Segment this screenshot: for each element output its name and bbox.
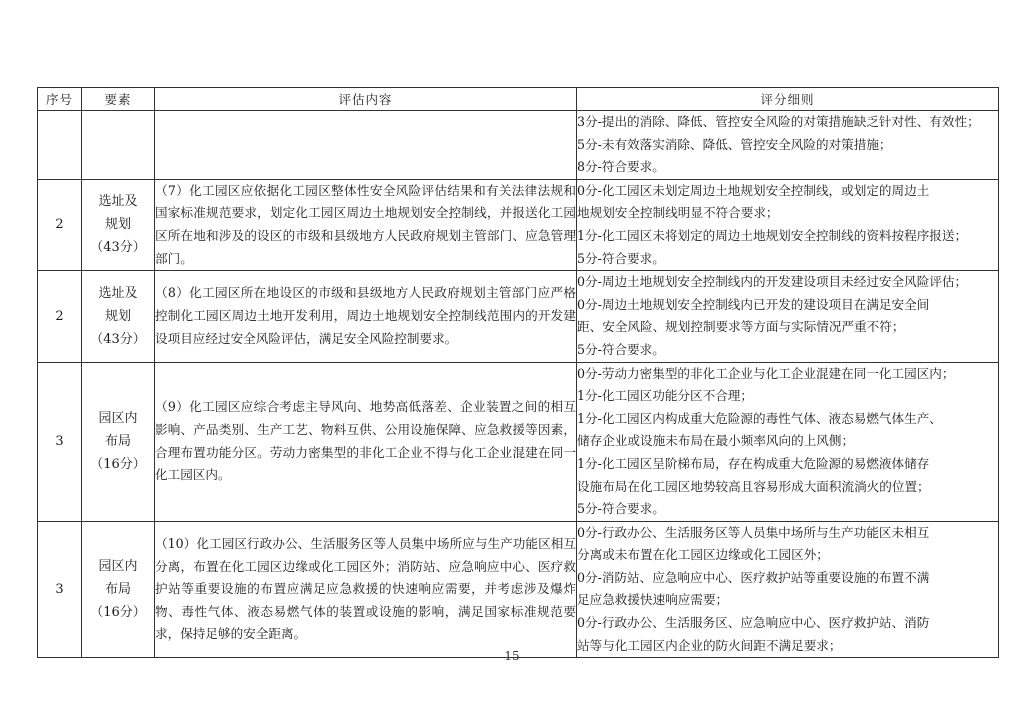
row-number: 3 <box>38 362 82 521</box>
rule-line: 足应急救援快速响应需要； <box>577 592 729 608</box>
rule-line: 5分-符合要求。 <box>577 250 665 266</box>
row-content: （7）化工园区应依据化工园区整体性安全风险评估结果和有关法律法规和国家标准规范要求，划定化工园区周边土地规划安全控制线，并报送化工园区所在地和涉及的设区的市级和县级地方人民政府规划主管部门、应急管理部门。 <box>155 179 577 270</box>
row-content: （10）化工园区行政办公、生活服务区等人员集中场所应与生产功能区相互分离，布置在化工园区边缘或化工园区外；消防站、应急响应中心、医疗救护站等重要设施的布置应满足应急救援的快速响应需要，并考虑涉及爆炸物、毒性气体、液态易燃气体的装置或设施的影响，满足国家标准规范要求，保持足够的安全距离。 <box>155 521 577 658</box>
rule-line: 站等与化工园区内企业的防火间距不满足要求； <box>577 637 842 653</box>
row-element <box>82 271 155 362</box>
element-name-line: 规划 <box>104 308 131 324</box>
row-rules <box>577 179 999 270</box>
row-element <box>82 362 155 521</box>
rule-line: 8分-符合要求。 <box>577 159 665 175</box>
rule-line: 5分-未有效落实消除、降低、管控安全风险的对策措施； <box>577 136 892 152</box>
evaluation-table <box>37 87 999 658</box>
element-name-line: 园区内 <box>98 558 138 574</box>
page-number: 15 <box>504 649 520 663</box>
table-row <box>38 111 999 180</box>
rule-line: 0分-劳动力密集型的非化工企业与化工企业混建在同一化工园区内； <box>577 365 955 381</box>
header-rules: 评分细则 <box>577 88 999 111</box>
row-content <box>155 111 577 180</box>
row-number <box>38 111 82 180</box>
rule-line: 0分-行政办公、生活服务区、应急响应中心、医疗救护站、消防 <box>577 615 930 631</box>
row-number: 3 <box>38 521 82 658</box>
element-name-line: 规划 <box>104 217 131 233</box>
element-name-line: 布局 <box>104 581 131 597</box>
rule-line: 1分-化工园区功能分区不合理； <box>577 388 753 404</box>
row-rules <box>577 271 999 362</box>
element-name-line: 选址及 <box>98 194 138 210</box>
element-score: （16分） <box>90 604 146 620</box>
rule-line: 设施布局在化工园区地势较高且容易形成大面积流淌火的位置； <box>577 478 930 494</box>
rule-line: 分离或未布置在化工园区边缘或化工园区外； <box>577 547 829 563</box>
rule-line: 地规划安全控制线明显不符合要求； <box>577 205 779 221</box>
table-row <box>38 362 999 521</box>
table-row <box>38 521 999 658</box>
row-number: 2 <box>38 179 82 270</box>
row-rules <box>577 111 999 180</box>
rule-line: 5分-符合要求。 <box>577 341 665 357</box>
header-no: 序号 <box>38 88 82 111</box>
header-content: 评估内容 <box>155 88 577 111</box>
rule-line: 1分-化工园区呈阶梯布局，存在构成重大危险源的易燃液体储存 <box>577 455 930 471</box>
rule-line: 储存企业或设施未布局在最小频率风向的上风侧； <box>577 433 855 449</box>
rule-line: 1分-化工园区未将划定的周边土地规划安全控制线的资料按程序报送； <box>577 227 968 243</box>
element-score: （43分） <box>90 240 146 256</box>
rule-line: 0分-周边土地规划安全控制线内的开发建设项目未经过安全风险评估； <box>577 274 968 290</box>
table-row <box>38 179 999 270</box>
row-number: 2 <box>38 271 82 362</box>
row-rules <box>577 521 999 658</box>
table-row <box>38 271 999 362</box>
element-name-line: 布局 <box>104 434 131 450</box>
rule-line: 0分-行政办公、生活服务区等人员集中场所与生产功能区未相互 <box>577 524 930 540</box>
rule-line: 5分-符合要求。 <box>577 501 665 517</box>
row-element <box>82 521 155 658</box>
row-element <box>82 179 155 270</box>
row-content: （9）化工园区应综合考虑主导风向、地势高低落差、企业装置之间的相互影响、产品类别、生产工艺、物料互供、公用设施保障、应急救援等因素，合理布置功能分区。劳动力密集型的非化工企业不得与化工企业混建在同一化工园区内。 <box>155 362 577 521</box>
rule-line: 3分-提出的消除、降低、管控安全风险的对策措施缺乏针对性、有效性； <box>577 114 980 129</box>
header-element: 要素 <box>82 88 155 111</box>
row-content: （8）化工园区所在地设区的市级和县级地方人民政府规划主管部门应严格控制化工园区周边土地开发利用，周边土地规划安全控制线范围内的开发建设项目应经过安全风险评估，满足安全风险控制要求。 <box>155 271 577 362</box>
row-element <box>82 111 155 180</box>
element-name-line: 园区内 <box>98 411 138 427</box>
rule-line: 0分-周边土地规划安全控制线内已开发的建设项目在满足安全间 <box>577 296 930 312</box>
element-name-line: 选址及 <box>98 285 138 301</box>
row-rules <box>577 362 999 521</box>
element-score: （16分） <box>90 457 146 473</box>
table-header-row <box>38 88 999 111</box>
rule-line: 距、安全风险、规划控制要求等方面与实际情况严重不符； <box>577 319 905 335</box>
element-score: （43分） <box>90 331 146 347</box>
rule-line: 0分-化工园区未划定周边土地规划安全控制线，或划定的周边土 <box>577 182 930 198</box>
rule-line: 1分-化工园区内构成重大危险源的毒性气体、液态易燃气体生产、 <box>577 410 942 426</box>
rule-line: 0分-消防站、应急响应中心、医疗救护站等重要设施的布置不满 <box>577 569 930 585</box>
